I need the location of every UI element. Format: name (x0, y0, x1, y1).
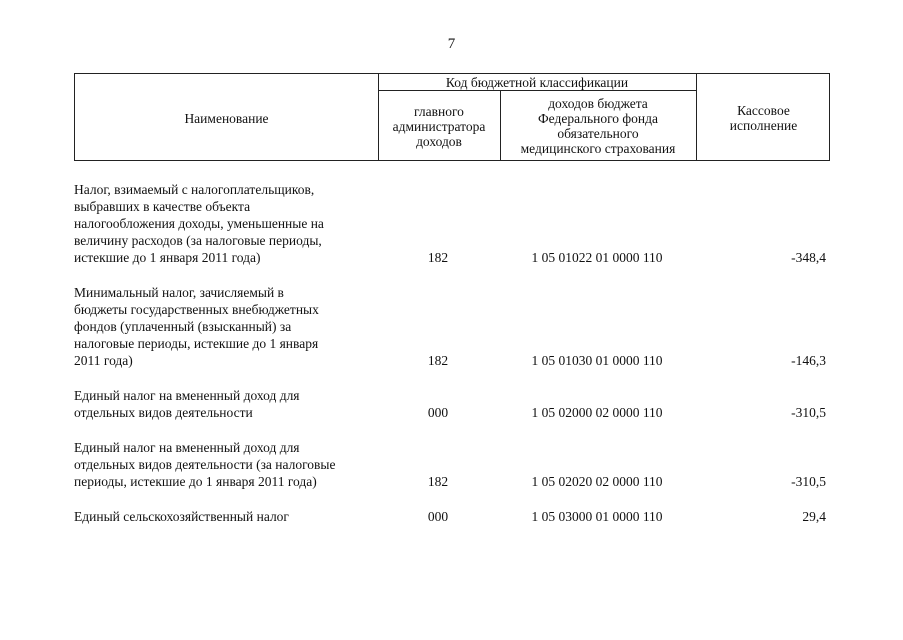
row-admin-code: 182 (427, 474, 449, 489)
header-admin-line: главного (414, 103, 464, 119)
header-execution (696, 74, 831, 162)
row-name (74, 181, 374, 266)
header-code-group: Код бюджетной классификации (445, 74, 629, 90)
table-row (74, 181, 830, 266)
header-fund-line: Федерального фонда (538, 111, 658, 126)
row-amount: -348,4 (791, 250, 826, 265)
row-budget-code: 1 05 02020 02 0000 110 (531, 474, 663, 489)
row-name-line: истекшие до 1 января 2011 года) (74, 250, 261, 265)
header-fund-line: медицинского страхования (520, 141, 676, 156)
row-name-line: фондов (уплаченный (взысканный) за (74, 319, 292, 334)
row-budget-code: 1 05 02000 02 0000 110 (531, 405, 663, 420)
table-row (74, 439, 830, 490)
row-name-line: отдельных видов деятельности (74, 405, 253, 420)
table-row (74, 387, 830, 421)
row-amount: 29,4 (802, 509, 826, 524)
row-name-line: Налог, взимаемый с налогоплательщиков, (74, 182, 315, 197)
row-name (74, 439, 374, 490)
header-name: Наименование (184, 110, 269, 126)
row-name-line: налогообложения доходы, уменьшенные на (74, 216, 324, 231)
row-name-line: бюджеты государственных внебюджетных (74, 302, 319, 317)
row-admin-code: 182 (427, 250, 449, 265)
row-amount: -310,5 (791, 405, 826, 420)
row-budget-code: 1 05 01022 01 0000 110 (531, 250, 663, 265)
header-execution-line: Кассовое (737, 103, 790, 118)
row-name-line: Единый сельскохозяйственный налог (74, 509, 289, 524)
table-header (74, 73, 830, 161)
row-name-line: величину расходов (за налоговые периоды, (74, 233, 322, 248)
row-name (74, 387, 374, 421)
row-amount: -146,3 (791, 353, 826, 368)
row-name-line: Единый налог на вмененный доход для (74, 388, 300, 403)
header-fund (500, 90, 696, 162)
row-name (74, 284, 374, 369)
header-fund-line: доходов бюджета (548, 96, 648, 111)
header-admin-line: доходов (416, 133, 462, 149)
row-name-line: налоговые периоды, истекшие до 1 января (74, 336, 319, 351)
row-name-line: выбравших в качестве объекта (74, 199, 251, 214)
page-number: 7 (447, 36, 456, 52)
row-name-line: Единый налог на вмененный доход для (74, 440, 300, 455)
row-name-line: периоды, истекшие до 1 января 2011 года) (74, 474, 317, 489)
row-name-line: Минимальный налог, зачисляемый в (74, 285, 284, 300)
row-admin-code: 000 (427, 405, 449, 420)
row-budget-code: 1 05 01030 01 0000 110 (531, 353, 663, 368)
header-admin (378, 90, 500, 162)
row-name-line: 2011 года) (74, 353, 133, 368)
row-admin-code: 000 (427, 509, 449, 524)
row-admin-code: 182 (427, 353, 449, 368)
header-execution-line: исполнение (729, 118, 798, 133)
table-row (74, 284, 830, 369)
table-row (74, 508, 830, 525)
header-fund-line: обязательного (557, 126, 639, 141)
row-name-line: отдельных видов деятельности (за налоговые (74, 457, 336, 472)
row-amount: -310,5 (791, 474, 826, 489)
row-budget-code: 1 05 03000 01 0000 110 (531, 509, 663, 524)
row-name (74, 508, 374, 525)
header-admin-line: администратора (392, 118, 486, 134)
